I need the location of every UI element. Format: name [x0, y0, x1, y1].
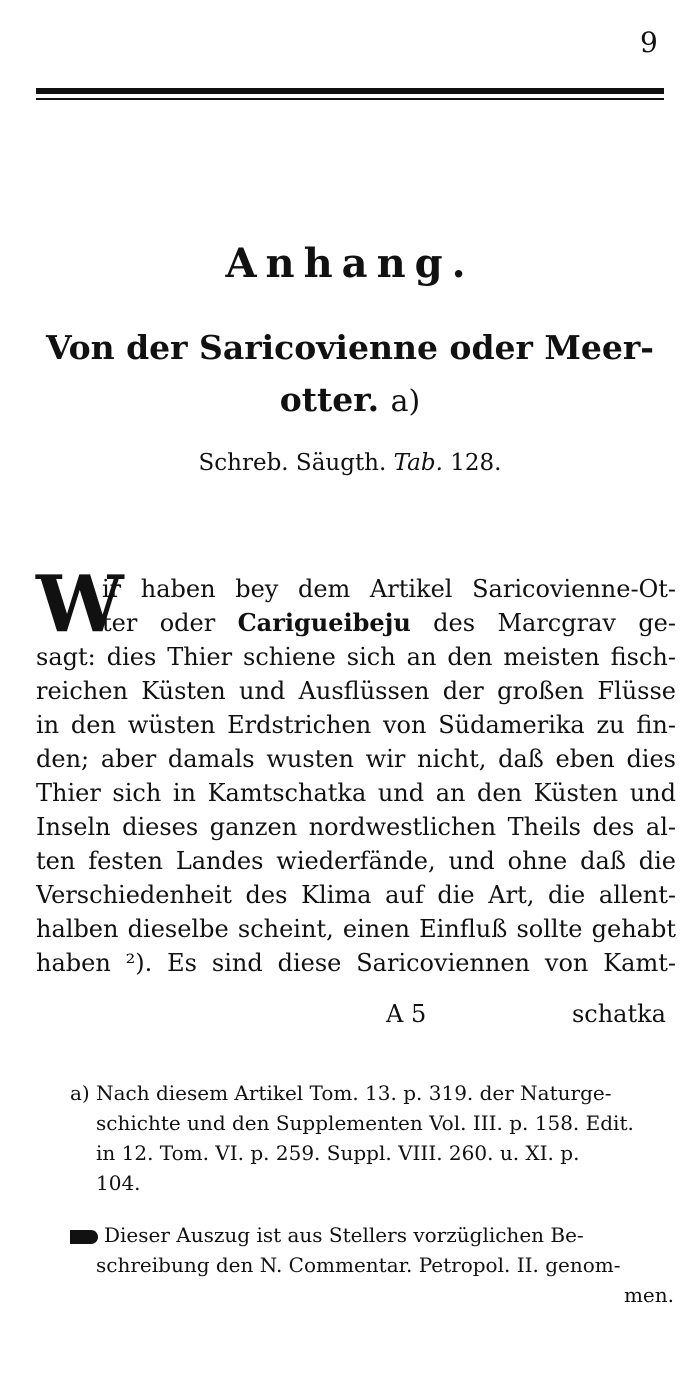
- body-line: reichen Küsten und Ausflüssen der großen Flüsse: [36, 677, 676, 705]
- footnote-line: men.: [623, 1283, 674, 1307]
- catchword: schatka: [571, 1000, 666, 1028]
- section-title: Anhang.: [225, 240, 475, 287]
- body-text-segment: ter oder: [102, 609, 238, 637]
- footnote-line: in 12. Tom. VI. p. 259. Suppl. VIII. 260. u. XI. p.: [96, 1141, 580, 1165]
- reference-number: 128.: [450, 450, 502, 476]
- pointing-hand-icon: [70, 1230, 98, 1244]
- subtitle-line-2: [40, 374, 660, 428]
- subtitle-word: otter.: [279, 380, 380, 419]
- header-rule: [36, 88, 664, 94]
- reference-line: [0, 450, 700, 476]
- body-paragraph: [36, 572, 676, 980]
- body-line: [36, 606, 676, 640]
- body-line: Thier sich in Kamtschatka und an den Küsten und: [36, 779, 676, 807]
- footnote-line: schichte und den Supplementen Vol. III. p. 158. Edit.: [96, 1111, 634, 1135]
- footnote-line: 104.: [96, 1171, 141, 1195]
- footnote-gap: [70, 1198, 678, 1220]
- signature-mark: A 5: [386, 1000, 427, 1028]
- footnote-text: Dieser Auszug ist aus Stellers vorzüglichen Be-: [104, 1223, 584, 1247]
- footnote-line: a) Nach diesem Artikel Tom. 13. p. 319. der Naturge-: [70, 1081, 612, 1105]
- catchline: [36, 1000, 676, 1034]
- drop-cap: W: [36, 559, 124, 650]
- footnote-marker: a): [390, 384, 421, 419]
- body-line: den; aber damals wusten wir nicht, daß eben dies: [36, 745, 676, 773]
- page-number: 9: [640, 26, 658, 59]
- body-line: in den wüsten Erdstrichen von Südamerika zu fin-: [36, 711, 676, 739]
- body-line: sagt: dies Thier schiene sich an den meisten fisch-: [36, 643, 676, 671]
- body-line: halben dieselbe scheint, einen Einfluß sollte gehabt: [36, 915, 676, 943]
- body-line: ir haben bey dem Artikel Saricovienne-Ot-: [102, 575, 676, 603]
- body-line: ten festen Landes wiederfände, und ohne daß die: [36, 847, 676, 875]
- body-text-segment: des Marcgrav ge-: [410, 609, 676, 637]
- footnote-line: [70, 1220, 678, 1250]
- body-line: Inseln dieses ganzen nordwestlichen Theils des al-: [36, 813, 676, 841]
- bold-term: Carigueibeju: [237, 608, 411, 637]
- section-subtitle: [40, 322, 660, 428]
- body-line: Verschiedenheit des Klima auf die Art, die allent-: [36, 881, 676, 909]
- footnotes: [70, 1078, 678, 1310]
- subtitle-line-1: Von der Saricovienne oder Meer-: [46, 328, 654, 367]
- body-line: haben ²). Es sind diese Saricoviennen von Kamt-: [36, 949, 676, 977]
- header-rule-thin: [36, 98, 664, 100]
- reference-text: Schreb. Säugth.: [198, 450, 387, 476]
- reference-italic: Tab.: [393, 450, 443, 476]
- footnote-line: schreibung den N. Commentar. Petropol. II. genom-: [96, 1253, 621, 1277]
